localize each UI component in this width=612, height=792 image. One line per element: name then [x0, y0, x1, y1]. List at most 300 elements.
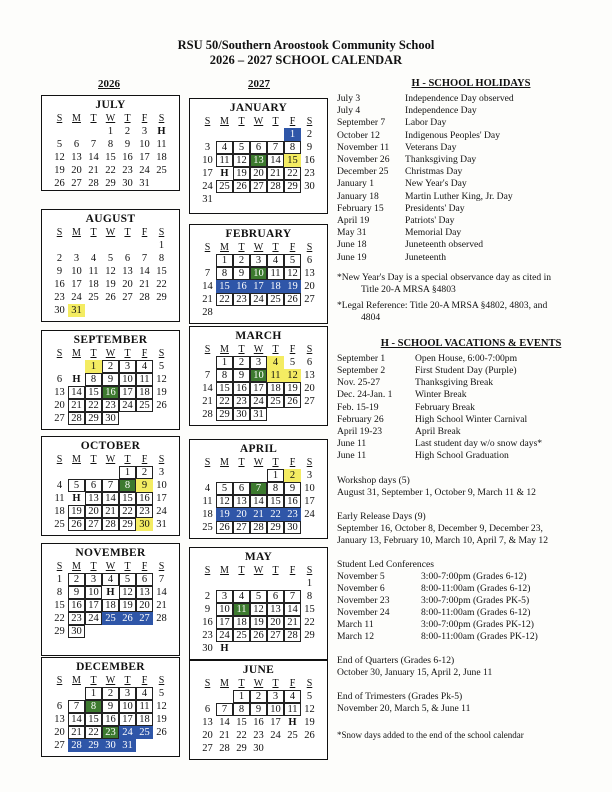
empty-cell — [216, 577, 233, 590]
day-cell: 24 — [304, 509, 315, 520]
day-cell: 24 — [250, 293, 267, 306]
empty-cell — [216, 690, 233, 703]
day-cell: 7 — [141, 253, 148, 264]
day-cell: 27 — [71, 178, 82, 189]
empty-cell — [102, 466, 119, 479]
year-label-left: 2026 — [98, 78, 120, 90]
row-date: June 11 — [337, 450, 367, 462]
day-cell: 29 — [85, 739, 102, 752]
month-february — [189, 224, 328, 324]
weekday-header: S — [306, 457, 313, 468]
day-cell: 29 — [156, 292, 167, 303]
day-cell: 23 — [68, 612, 85, 625]
weekday-header: W — [253, 678, 264, 689]
note-legal: *Legal Reference: Title 20-A MRSA §4802, 4803, and 4804 — [337, 299, 548, 323]
day-cell: 29 — [85, 412, 102, 425]
empty-cell — [267, 577, 284, 590]
day-cell: 21 — [139, 279, 150, 290]
empty-cell — [216, 469, 233, 482]
day-cell: 25 — [287, 730, 298, 741]
day-cell: 30 — [54, 305, 65, 316]
weekday-header: M — [220, 242, 229, 253]
day-cell: 30 — [122, 178, 133, 189]
weekday-header: S — [204, 457, 211, 468]
month-april — [189, 439, 328, 539]
day-cell: 18 — [202, 509, 213, 520]
row-label: 3:00-7:00pm (Grades PK-12) — [421, 618, 534, 630]
day-cell: 23 — [233, 293, 250, 306]
day-cell: 28 — [202, 307, 213, 318]
empty-cell — [68, 239, 85, 252]
row-date: December 25 — [337, 166, 389, 178]
day-cell: 5 — [158, 688, 165, 699]
day-cell: 26 — [68, 518, 85, 531]
day-cell: 10 — [119, 373, 136, 386]
day-cell: 15 — [267, 495, 284, 508]
month-december — [41, 657, 180, 757]
day-cell: 6 — [306, 255, 313, 266]
empty-cell — [199, 690, 216, 703]
weekday-header: T — [272, 457, 279, 468]
empty-cell — [119, 239, 136, 252]
weekday-header: W — [105, 227, 116, 238]
weekday-header: S — [204, 242, 211, 253]
conferences-list — [337, 571, 605, 643]
month-september — [41, 330, 180, 430]
list-row — [337, 389, 605, 401]
weekday-header: S — [158, 454, 165, 465]
empty-cell — [284, 577, 301, 590]
day-cell: 3 — [204, 142, 211, 153]
holiday-cell: H — [106, 587, 115, 598]
day-cell: 18 — [102, 599, 119, 612]
weekday-header: T — [124, 348, 131, 359]
day-cell: 5 — [306, 691, 313, 702]
list-row — [337, 571, 605, 583]
day-cell: 23 — [304, 168, 315, 179]
day-cell: 13 — [304, 370, 315, 381]
row-date: September 1 — [337, 352, 386, 364]
weekday-header: F — [289, 344, 296, 355]
day-cell: 9 — [250, 703, 267, 716]
list-row — [337, 239, 605, 251]
weekday-header: W — [105, 113, 116, 124]
day-cell: 8 — [119, 479, 136, 492]
day-cell: 25 — [216, 180, 233, 193]
day-cell: 1 — [119, 466, 136, 479]
row-label: Martin Luther King, Jr. Day — [405, 190, 513, 202]
day-cell: 5 — [233, 141, 250, 154]
day-cell: 24 — [216, 629, 233, 642]
day-cell: 15 — [85, 386, 102, 399]
day-cell: 28 — [219, 743, 230, 754]
day-cell: 21 — [284, 616, 301, 629]
empty-cell — [68, 687, 85, 700]
day-grid — [190, 115, 327, 206]
day-cell: 16 — [233, 382, 250, 395]
empty-cell — [68, 360, 85, 373]
day-cell: 6 — [56, 374, 63, 385]
weekday-header: F — [289, 457, 296, 468]
list-row — [337, 402, 605, 414]
empty-cell — [250, 577, 267, 590]
row-label: 8:00-11:00am (Grades 6-12) — [421, 606, 531, 618]
day-cell: 12 — [233, 154, 250, 167]
weekday-header: W — [253, 242, 264, 253]
row-date: June 19 — [337, 251, 367, 263]
month-march — [189, 326, 328, 426]
day-cell: 16 — [253, 717, 264, 728]
day-cell: 10 — [139, 139, 150, 150]
weekday-header: T — [90, 561, 97, 572]
day-cell: 8 — [158, 253, 165, 264]
day-cell: 30 — [253, 743, 264, 754]
month-name: NOVEMBER — [75, 547, 146, 559]
holiday-cell: H — [220, 643, 229, 654]
day-cell: 10 — [250, 267, 267, 280]
empty-cell — [216, 128, 233, 141]
row-label: Christmas Day — [405, 166, 463, 178]
day-cell: 4 — [102, 573, 119, 586]
day-cell: 28 — [284, 629, 301, 642]
weekday-header: T — [238, 116, 245, 127]
day-cell: 22 — [216, 293, 233, 306]
day-cell: 3 — [250, 356, 267, 369]
day-cell: 17 — [119, 713, 136, 726]
day-cell: 21 — [202, 396, 213, 407]
day-cell: 29 — [236, 743, 247, 754]
day-cell: 11 — [54, 493, 65, 504]
day-cell: 16 — [284, 495, 301, 508]
day-cell: 1 — [306, 578, 313, 589]
empty-cell — [267, 128, 284, 141]
row-date: November 26 — [337, 154, 390, 166]
day-cell: 13 — [54, 387, 65, 398]
day-cell: 12 — [304, 704, 315, 715]
day-cell: 8 — [233, 703, 250, 716]
weekday-header: F — [289, 116, 296, 127]
weekday-header: M — [72, 561, 81, 572]
day-cell: 20 — [85, 505, 102, 518]
day-cell: 3 — [119, 360, 136, 373]
day-cell: 7 — [158, 574, 165, 585]
day-cell: 10 — [85, 586, 102, 599]
month-name: JULY — [95, 99, 126, 111]
day-cell: 25 — [156, 165, 167, 176]
day-cell: 11 — [233, 603, 250, 616]
day-cell: 2 — [233, 356, 250, 369]
day-cell: 22 — [216, 395, 233, 408]
day-cell: 30 — [136, 518, 153, 531]
day-cell: 18 — [267, 382, 284, 395]
weekday-header: T — [90, 454, 97, 465]
day-cell: 27 — [202, 743, 213, 754]
day-cell: 19 — [156, 387, 167, 398]
day-cell: 27 — [122, 292, 133, 303]
weekday-header: T — [90, 348, 97, 359]
list-row — [337, 93, 605, 105]
day-cell: 27 — [136, 612, 153, 625]
weekday-header: S — [158, 113, 165, 124]
weekday-header: S — [306, 242, 313, 253]
row-date: September 2 — [337, 365, 386, 377]
weekday-header: F — [141, 454, 148, 465]
day-cell: 27 — [304, 396, 315, 407]
day-cell: 23 — [102, 399, 119, 412]
day-cell: 26 — [233, 180, 250, 193]
month-name: SEPTEMBER — [73, 334, 148, 346]
day-cell: 17 — [250, 382, 267, 395]
row-label: April Break — [415, 426, 461, 438]
day-cell: 12 — [284, 267, 301, 280]
day-cell: 8 — [85, 373, 102, 386]
weekday-header: M — [72, 348, 81, 359]
list-row — [337, 631, 605, 643]
weekday-header: T — [272, 116, 279, 127]
day-cell: 1 — [233, 690, 250, 703]
row-date: June 18 — [337, 239, 367, 251]
month-november — [41, 543, 180, 656]
day-cell: 16 — [304, 155, 315, 166]
row-date: November 5 — [337, 570, 385, 582]
day-cell: 17 — [156, 493, 167, 504]
day-cell: 9 — [56, 266, 63, 277]
day-cell: 21 — [88, 165, 99, 176]
weekday-header: T — [90, 227, 97, 238]
day-cell: 11 — [136, 373, 153, 386]
day-cell: 28 — [267, 180, 284, 193]
day-cell: 30 — [102, 739, 119, 752]
day-cell: 8 — [107, 139, 114, 150]
day-cell: 22 — [105, 165, 116, 176]
list-row — [337, 178, 605, 190]
day-cell: 19 — [119, 599, 136, 612]
weekday-header: M — [220, 457, 229, 468]
day-cell: 5 — [119, 573, 136, 586]
day-cell: 29 — [54, 626, 65, 637]
day-cell: 21 — [267, 167, 284, 180]
weekday-header: M — [220, 116, 229, 127]
day-cell: 2 — [306, 129, 313, 140]
list-row — [337, 252, 605, 264]
day-cell: 18 — [136, 713, 153, 726]
day-cell: 25 — [54, 519, 65, 530]
day-cell: 14 — [202, 383, 213, 394]
row-date: October 12 — [337, 129, 380, 141]
row-date: November 6 — [337, 582, 385, 594]
empty-cell — [102, 239, 119, 252]
day-cell: 4 — [284, 690, 301, 703]
day-cell: 1 — [158, 240, 165, 251]
weekday-header: F — [141, 561, 148, 572]
day-cell: 23 — [54, 292, 65, 303]
day-cell: 31 — [202, 194, 213, 205]
day-cell: 28 — [250, 521, 267, 534]
day-cell: 20 — [267, 616, 284, 629]
row-date: June 11 — [337, 438, 367, 450]
day-cell: 9 — [124, 139, 131, 150]
day-cell: 26 — [250, 629, 267, 642]
day-cell: 23 — [253, 730, 264, 741]
day-grid — [190, 343, 327, 421]
row-label: 8:00-11:00am (Grades 6-12) — [421, 582, 531, 594]
day-cell: 1 — [216, 254, 233, 267]
day-cell: 18 — [267, 280, 284, 293]
day-cell: 4 — [267, 356, 284, 369]
day-cell: 28 — [156, 613, 167, 624]
day-cell: 26 — [156, 400, 167, 411]
day-cell: 12 — [119, 586, 136, 599]
weekday-header: T — [238, 678, 245, 689]
list-row — [337, 607, 605, 619]
day-cell: 1 — [267, 469, 284, 482]
day-cell: 12 — [216, 495, 233, 508]
day-cell: 11 — [156, 139, 167, 150]
day-cell: 11 — [267, 369, 284, 382]
day-cell: 19 — [68, 505, 85, 518]
day-cell: 17 — [250, 280, 267, 293]
day-grid — [42, 347, 179, 425]
row-label: Indigenous Peoples' Day — [405, 129, 500, 141]
day-cell: 29 — [216, 408, 233, 421]
day-cell: 12 — [156, 374, 167, 385]
day-cell: 20 — [54, 727, 65, 738]
day-cell: 9 — [136, 479, 153, 492]
day-cell: 5 — [250, 590, 267, 603]
info-panel — [337, 78, 605, 741]
day-cell: 15 — [304, 604, 315, 615]
day-cell: 7 — [102, 479, 119, 492]
day-cell: 28 — [88, 178, 99, 189]
weekday-header: S — [56, 113, 63, 124]
weekday-header: S — [158, 227, 165, 238]
weekday-header: S — [306, 678, 313, 689]
day-cell: 3 — [119, 687, 136, 700]
day-cell: 11 — [267, 267, 284, 280]
day-cell: 31 — [139, 178, 150, 189]
day-cell: 17 — [139, 152, 150, 163]
day-cell: 9 — [204, 604, 211, 615]
day-cell: 13 — [122, 266, 133, 277]
day-cell: 17 — [71, 279, 82, 290]
weekday-header: S — [158, 561, 165, 572]
day-cell: 20 — [304, 281, 315, 292]
weekday-header: F — [141, 348, 148, 359]
empty-cell — [51, 466, 68, 479]
day-cell: 23 — [136, 505, 153, 518]
empty-cell — [85, 239, 102, 252]
holidays-heading: H - SCHOOL HOLIDAYS — [411, 78, 531, 89]
day-cell: 14 — [68, 713, 85, 726]
day-cell: 9 — [306, 142, 313, 153]
weekday-header: T — [272, 242, 279, 253]
holiday-cell: H — [72, 374, 81, 385]
day-cell: 25 — [136, 399, 153, 412]
events-list — [337, 353, 605, 463]
day-cell: 20 — [250, 167, 267, 180]
row-label: Independence Day observed — [405, 93, 514, 104]
day-cell: 3 — [267, 690, 284, 703]
weekday-header: S — [204, 565, 211, 576]
end-of-quarters: End of Quarters (Grades 6-12) October 30, January 15, April 2, June 11 — [337, 654, 493, 678]
row-label: Thanksgiving Break — [415, 377, 494, 389]
row-date: February 26 — [337, 413, 384, 425]
day-cell: 25 — [88, 292, 99, 303]
day-cell: 2 — [250, 690, 267, 703]
empty-cell — [136, 239, 153, 252]
day-cell: 4 — [204, 483, 211, 494]
day-cell: 5 — [289, 357, 296, 368]
row-date: January 1 — [337, 178, 375, 190]
list-row — [337, 142, 605, 154]
month-name: AUGUST — [85, 213, 136, 225]
day-cell: 14 — [250, 495, 267, 508]
day-cell: 25 — [267, 395, 284, 408]
day-cell: 24 — [202, 181, 213, 192]
holiday-cell: H — [220, 168, 229, 179]
day-cell: 6 — [136, 573, 153, 586]
row-date: July 4 — [337, 105, 361, 117]
day-cell: 10 — [71, 266, 82, 277]
day-cell: 1 — [85, 360, 102, 373]
weekday-header: T — [238, 242, 245, 253]
day-cell: 24 — [119, 726, 136, 739]
day-cell: 3 — [306, 470, 313, 481]
row-label: Last student day w/o snow days* — [415, 438, 543, 450]
row-date: July 3 — [337, 93, 361, 104]
row-label: Memorial Day — [405, 227, 462, 239]
day-cell: 12 — [54, 152, 65, 163]
day-cell: 2 — [204, 591, 211, 602]
day-cell: 25 — [267, 293, 284, 306]
day-cell: 23 — [202, 630, 213, 641]
day-cell: 30 — [284, 521, 301, 534]
day-cell: 29 — [105, 178, 116, 189]
holiday-cell: H — [157, 126, 166, 137]
day-cell: 13 — [54, 714, 65, 725]
day-cell: 27 — [267, 629, 284, 642]
row-label: Thanksgiving Day — [405, 154, 477, 166]
day-cell: 16 — [102, 713, 119, 726]
day-cell: 8 — [216, 267, 233, 280]
day-cell: 10 — [304, 483, 315, 494]
day-cell: 11 — [202, 496, 213, 507]
day-cell: 19 — [216, 508, 233, 521]
day-cell: 28 — [139, 292, 150, 303]
list-row — [337, 117, 605, 129]
day-cell: 19 — [284, 280, 301, 293]
list-row — [337, 438, 605, 450]
day-cell: 17 — [304, 496, 315, 507]
weekday-header: S — [306, 565, 313, 576]
day-cell: 4 — [216, 141, 233, 154]
day-cell: 16 — [54, 279, 65, 290]
day-cell: 26 — [284, 395, 301, 408]
day-cell: 18 — [54, 506, 65, 517]
day-cell: 12 — [105, 266, 116, 277]
day-cell: 26 — [156, 727, 167, 738]
weekday-header: S — [158, 675, 165, 686]
day-cell: 15 — [54, 600, 65, 611]
day-cell: 8 — [267, 482, 284, 495]
day-cell: 16 — [68, 599, 85, 612]
day-cell: 4 — [56, 480, 63, 491]
empty-cell — [85, 466, 102, 479]
day-cell: 27 — [304, 294, 315, 305]
row-date: September 7 — [337, 117, 386, 129]
day-cell: 27 — [54, 740, 65, 751]
day-cell: 10 — [156, 480, 167, 491]
